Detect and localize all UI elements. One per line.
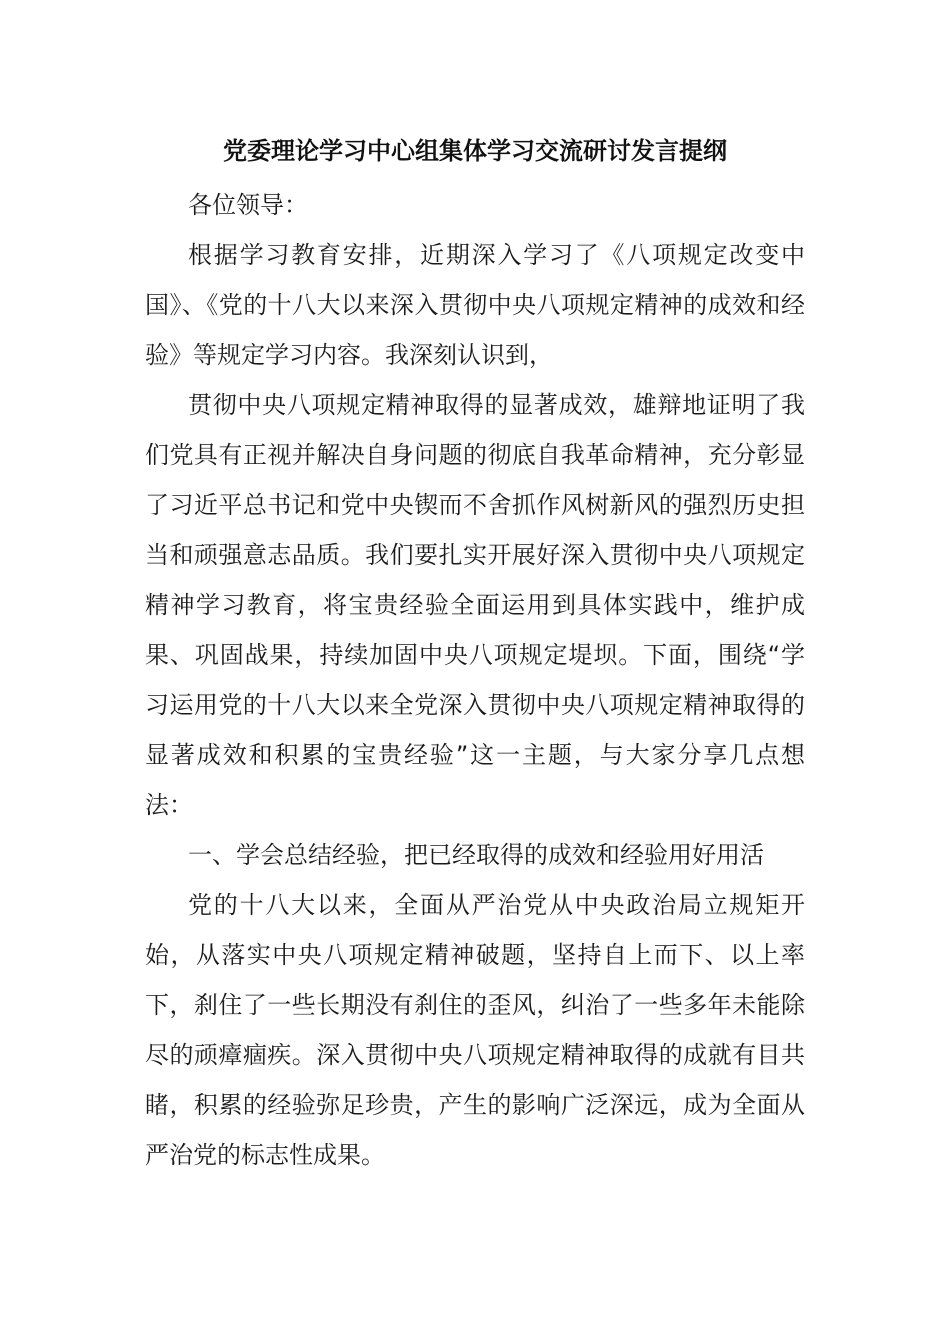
salutation-paragraph: 各位领导：	[188, 191, 308, 219]
section-1-paragraph: 党的十八大以来，全面从严治党从中央政治局立规矩开始，从落实中央八项规定精神破题，坚持自上而下、以上率下，刹住了一些长期没有刹住的歪风，纠治了一些多年未能除尽的顽瘴痼疾。深入贯彻中央八项规定精神取得的成就有目共睹，积累的经验弥足珍贵，产生的影响广泛深远，成为全面从严治党的标志性成果。	[145, 891, 805, 1169]
section-heading-1: 一、学会总结经验，把已经取得的成效和经验用好用活	[188, 841, 764, 869]
significance-paragraph: 贯彻中央八项规定精神取得的显著成效，雄辩地证明了我们党具有正视并解决自身问题的彻底自我革命精神，充分彰显了习近平总书记和党中央锲而不舍抓作风树新风的强烈历史担当和顽强意志品质。我们要扎实开展好深入贯彻中央八项规定精神学习教育，将宝贵经验全面运用到具体实践中，维护成果、巩固战果，持续加固中央八项规定堤坝。下面，围绕“学习运用党的十八大以来全党深入贯彻中央八项规定精神取得的显著成效和积累的宝贵经验”这一主题，与大家分享几点想法：	[145, 391, 805, 819]
document-body	[145, 180, 805, 1180]
intro-paragraph: 根据学习教育安排，近期深入学习了《八项规定改变中国》、《党的十八大以来深入贯彻中央八项规定精神的成效和经验》等规定学习内容。我深刻认识到，	[145, 241, 805, 369]
document-title: 党委理论学习中心组集体学习交流研讨发言提纲	[223, 137, 727, 165]
